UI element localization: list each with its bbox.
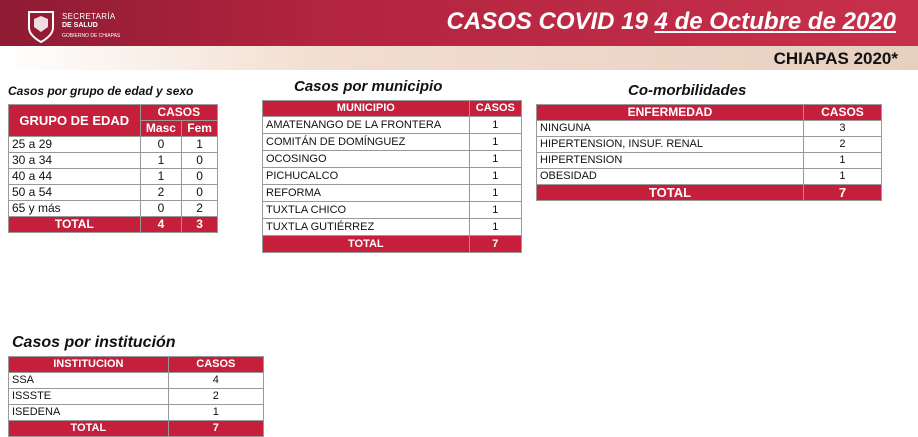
total-label: TOTAL — [9, 421, 169, 437]
enfermedad-casos: 3 — [803, 121, 881, 137]
institucion-casos: 2 — [168, 389, 263, 405]
col-casos: CASOS — [168, 357, 263, 373]
institucion-casos: 4 — [168, 373, 263, 389]
col-grupo-edad: GRUPO DE EDAD — [9, 105, 141, 137]
comorbilidades-table — [536, 104, 882, 201]
col-casos: CASOS — [140, 105, 217, 121]
total-value: 7 — [469, 236, 521, 253]
chiapas-shield-icon — [26, 10, 56, 44]
col-masc: Masc — [140, 121, 182, 137]
table-row — [537, 137, 882, 153]
table-row — [263, 134, 522, 151]
row-fem: 1 — [182, 137, 218, 153]
title-prefix: CASOS COVID 19 — [446, 8, 648, 35]
page-title — [446, 8, 896, 36]
enfermedad-name: HIPERTENSION — [537, 153, 804, 169]
logo-line-3: GOBIERNO DE CHIAPAS — [62, 33, 121, 39]
municipio-name: OCOSINGO — [263, 151, 470, 168]
institucion-name: SSA — [9, 373, 169, 389]
row-grupo: 25 a 29 — [9, 137, 141, 153]
total-label: TOTAL — [537, 185, 804, 201]
enfermedad-casos: 1 — [803, 153, 881, 169]
logo-line-1: SECRETARÍA — [62, 12, 116, 21]
row-grupo: 65 y más — [9, 201, 141, 217]
page-subtitle: CHIAPAS 2020* — [773, 49, 898, 68]
municipio-casos: 1 — [469, 185, 521, 202]
total-label: TOTAL — [263, 236, 470, 253]
table-row — [263, 219, 522, 236]
row-fem: 0 — [182, 169, 218, 185]
row-masc: 2 — [140, 185, 182, 201]
table-row — [9, 389, 264, 405]
total-row — [263, 236, 522, 253]
enfermedad-casos: 2 — [803, 137, 881, 153]
comorbilidades-section-title: Co-morbilidades — [628, 82, 747, 99]
row-fem: 0 — [182, 185, 218, 201]
municipio-name: COMITÁN DE DOMÍNGUEZ — [263, 134, 470, 151]
total-masc: 4 — [140, 217, 182, 233]
table-row — [263, 185, 522, 202]
enfermedad-casos: 1 — [803, 169, 881, 185]
table-row — [263, 202, 522, 219]
municipio-name: AMATENANGO DE LA FRONTERA — [263, 117, 470, 134]
municipio-casos: 1 — [469, 219, 521, 236]
table-row — [537, 153, 882, 169]
total-row — [537, 185, 882, 201]
table-row — [263, 151, 522, 168]
municipio-name: TUXTLA CHICO — [263, 202, 470, 219]
col-fem: Fem — [182, 121, 218, 137]
institucion-casos: 1 — [168, 405, 263, 421]
municipio-name: TUXTLA GUTIÉRREZ — [263, 219, 470, 236]
municipio-casos: 1 — [469, 117, 521, 134]
col-institucion: INSTITUCION — [9, 357, 169, 373]
row-masc: 1 — [140, 153, 182, 169]
row-grupo: 50 a 54 — [9, 185, 141, 201]
col-enfermedad: ENFERMEDAD — [537, 105, 804, 121]
enfermedad-name: OBESIDAD — [537, 169, 804, 185]
table-row — [9, 373, 264, 389]
col-casos: CASOS — [469, 101, 521, 117]
table-row — [263, 117, 522, 134]
institucion-section-title: Casos por institución — [12, 334, 176, 351]
row-masc: 0 — [140, 137, 182, 153]
table-row — [537, 121, 882, 137]
municipio-casos: 1 — [469, 202, 521, 219]
col-municipio: MUNICIPIO — [263, 101, 470, 117]
total-row — [9, 217, 218, 233]
table-row — [9, 185, 218, 201]
total-row — [9, 421, 264, 437]
logo-text — [62, 12, 120, 41]
title-date: 4 de Octubre de 2020 — [654, 8, 896, 35]
table-row — [537, 169, 882, 185]
row-grupo: 40 a 44 — [9, 169, 141, 185]
municipio-casos: 1 — [469, 151, 521, 168]
row-masc: 0 — [140, 201, 182, 217]
institucion-table — [8, 356, 264, 437]
municipio-casos: 1 — [469, 134, 521, 151]
row-masc: 1 — [140, 169, 182, 185]
col-casos: CASOS — [803, 105, 881, 121]
row-fem: 0 — [182, 153, 218, 169]
table-row — [9, 405, 264, 421]
table-row — [9, 153, 218, 169]
total-value: 7 — [168, 421, 263, 437]
table-row — [9, 201, 218, 217]
total-value: 7 — [803, 185, 881, 201]
table-row — [9, 137, 218, 153]
edad-table — [8, 104, 218, 233]
municipio-table — [262, 100, 522, 253]
total-fem: 3 — [182, 217, 218, 233]
edad-section-title: Casos por grupo de edad y sexo — [8, 84, 194, 98]
table-row — [263, 168, 522, 185]
table-row — [9, 169, 218, 185]
enfermedad-name: NINGUNA — [537, 121, 804, 137]
municipio-casos: 1 — [469, 168, 521, 185]
municipio-name: PICHUCALCO — [263, 168, 470, 185]
municipio-name: REFORMA — [263, 185, 470, 202]
row-fem: 2 — [182, 201, 218, 217]
municipio-section-title: Casos por municipio — [294, 78, 443, 95]
institucion-name: ISEDENA — [9, 405, 169, 421]
total-label: TOTAL — [9, 217, 141, 233]
enfermedad-name: HIPERTENSION, INSUF. RENAL — [537, 137, 804, 153]
institucion-name: ISSSTE — [9, 389, 169, 405]
row-grupo: 30 a 34 — [9, 153, 141, 169]
logo-line-2: DE SALUD — [62, 22, 98, 29]
